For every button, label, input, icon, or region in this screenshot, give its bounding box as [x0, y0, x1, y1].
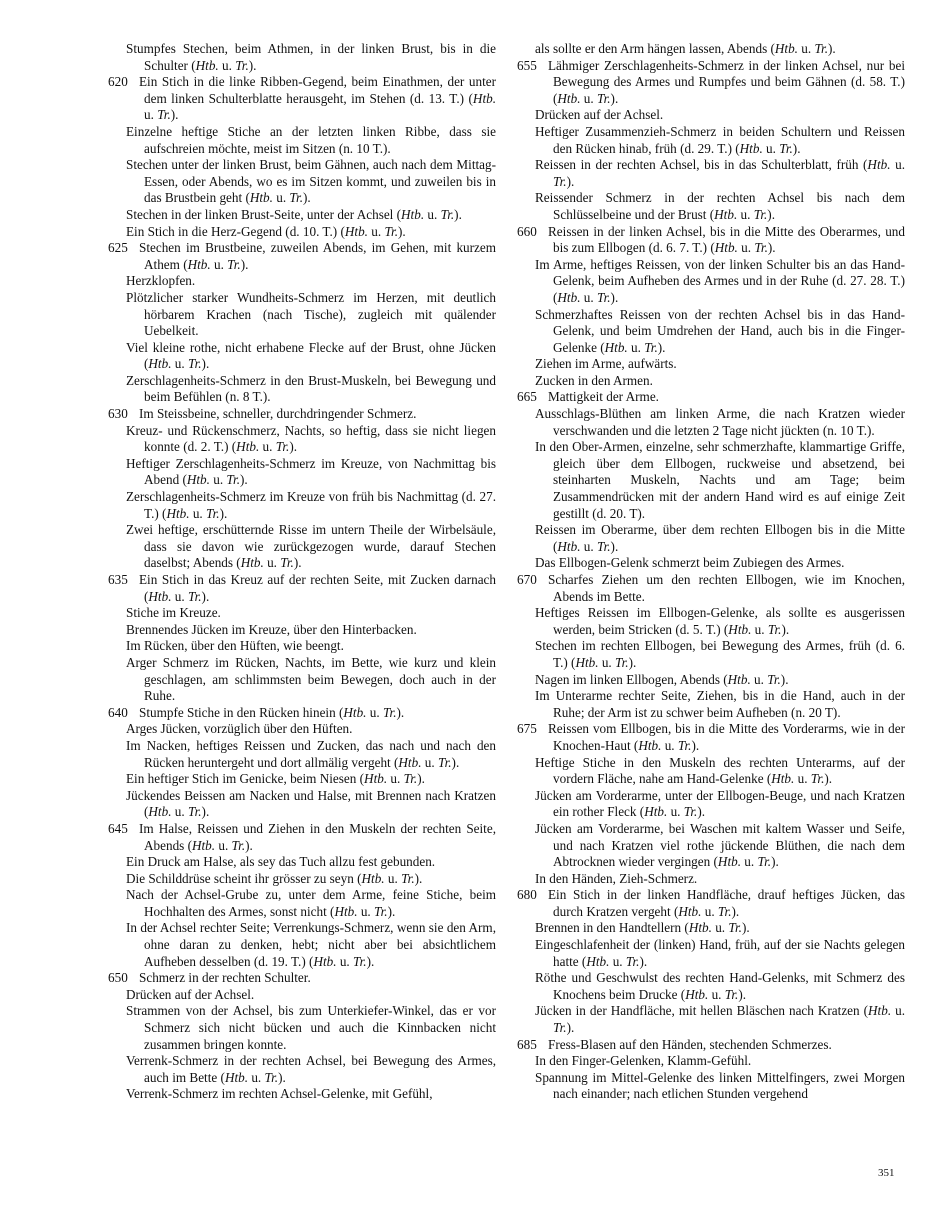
entry-text: Ziehen im Arme, aufwärts. [535, 356, 677, 372]
entry-text: Stumpfes Stechen, beim Athmen, in der linken Brust, bis in die Schulter (Htb. u. Tr.). [126, 41, 496, 73]
symptom-entry [517, 672, 905, 689]
symptom-entry [108, 273, 496, 290]
entry-text: Reissender Schmerz in der rechten Achsel bis nach dem Schlüsselbeine und der Brust (Htb. u. Tr.). [535, 190, 905, 222]
entry-text: Fress-Blasen auf den Händen, stechenden Schmerzes. [548, 1036, 832, 1052]
symptom-entry [517, 1053, 905, 1070]
symptom-entry [517, 58, 905, 108]
symptom-entry [108, 622, 496, 639]
symptom-entry [517, 41, 905, 58]
entry-text: Mattigkeit der Arme. [548, 389, 659, 405]
symptom-entry [517, 190, 905, 223]
symptom-entry [108, 290, 496, 340]
entry-number: 675 [517, 721, 537, 737]
symptom-entry [517, 1003, 905, 1036]
entry-text: Zerschlagenheits-Schmerz in den Brust-Muskeln, bei Bewegung und beim Befühlen (n. 8 T.). [126, 372, 496, 405]
symptom-entry [517, 555, 905, 572]
symptom-entry [517, 157, 905, 190]
entry-number: 640 [108, 704, 128, 720]
entry-text: Einzelne heftige Stiche an der letzten linken Ribbe, dass sie aufschreien möchte, meist im Sitzen (n. 10 T.). [126, 123, 496, 156]
entry-text: Reissen vom Ellbogen, bis in die Mitte des Vorderarms, wie in der Knochen-Haut (Htb. u. Tr.). [548, 721, 905, 753]
symptom-entry [108, 638, 496, 655]
left-column [108, 41, 496, 1103]
entry-text: Schmerz in der rechten Schulter. [139, 970, 311, 986]
symptom-entry [517, 605, 905, 638]
entry-text: Stechen im Brustbeine, zuweilen Abends, im Gehen, mit kurzem Athem (Htb. u. Tr.). [139, 240, 496, 272]
symptom-entry [108, 340, 496, 373]
page-number: 351 [878, 1167, 895, 1179]
symptom-entry [108, 423, 496, 456]
entry-text: Viel kleine rothe, nicht erhabene Flecke auf der Brust, ohne Jücken (Htb. u. Tr.). [126, 339, 496, 372]
entry-text: Stumpfe Stiche in den Rücken hinein (Htb. u. Tr.). [139, 704, 405, 720]
entry-text: Herzklopfen. [126, 273, 196, 289]
entry-text: Jücken am Vorderarme, bei Waschen mit kaltem Wasser und Seife, und nach Kratzen viel rothe jückende Blüthen, die nach dem Abtrocknen wieder vergingen (Htb. u. Tr.). [535, 820, 905, 870]
symptom-entry [517, 887, 905, 920]
symptom-entry [517, 755, 905, 788]
symptom-entry [517, 821, 905, 871]
symptom-entry [108, 373, 496, 406]
entry-text: Heftiger Zusammenzieh-Schmerz in beiden Schultern und Reissen den Rücken hinab, früh (d. 29. T.) (Htb. u. Tr.). [535, 123, 905, 156]
entry-text: Plötzlicher starker Wundheits-Schmerz im Herzen, mit deutlich hörbarem Krachen (nach Tische), zugleich mit quälender Uebelkeit. [126, 289, 496, 339]
symptom-entry [517, 439, 905, 522]
symptom-entry [517, 522, 905, 555]
entry-text: Nach der Achsel-Grube zu, unter dem Arme, feine Stiche, beim Hochhalten des Armes, sonst nicht (Htb. u. Tr.). [126, 887, 496, 919]
entry-text: Arges Jücken, vorzüglich über den Hüften. [126, 721, 353, 737]
entry-number: 670 [517, 572, 537, 587]
entry-text: Zucken in den Armen. [535, 372, 653, 388]
entry-text: Jücken am Vorderarme, unter der Ellbogen-Beuge, und nach Kratzen ein rother Fleck (Htb. u. Tr.). [535, 787, 905, 820]
entry-text: Reissen im Oberarme, über dem rechten Ellbogen bis in die Mitte (Htb. u. Tr.). [535, 522, 905, 554]
symptom-entry [517, 389, 905, 406]
entry-text: Im Arme, heftiges Reissen, von der linken Schulter bis an das Hand-Gelenk, beim Aufheben des Armes und in der Ruhe (d. 27. 28. T.) (Htb. u. Tr.). [535, 256, 905, 305]
symptom-entry [517, 572, 905, 605]
symptom-entry [517, 1037, 905, 1054]
symptom-entry [108, 240, 496, 273]
entry-number: 685 [517, 1036, 537, 1052]
symptom-entry [108, 1003, 496, 1053]
right-column [517, 41, 905, 1103]
entry-text: Lähmiger Zerschlagenheits-Schmerz in der linken Achsel, nur bei Bewegung des Armes und Rumpfes und beim Gähnen (d. 58. T.) (Htb. u. Tr.). [548, 57, 905, 106]
symptom-entry [108, 605, 496, 622]
symptom-entry [108, 124, 496, 157]
symptom-entry [108, 821, 496, 854]
entry-text: Arger Schmerz im Rücken, Nachts, im Bette, wie kurz und klein geschlagen, am schlimmsten beim Bewegen, doch auch in der Ruhe. [126, 654, 496, 704]
entry-text: Im Halse, Reissen und Ziehen in den Muskeln der rechten Seite, Abends (Htb. u. Tr.). [139, 820, 496, 853]
symptom-entry [517, 1070, 905, 1103]
entry-number: 630 [108, 406, 128, 422]
entry-text: Ein heftiger Stich im Genicke, beim Niesen (Htb. u. Tr.). [126, 771, 425, 787]
entry-number: 650 [108, 970, 128, 986]
entry-number: 645 [108, 820, 128, 836]
entry-number: 665 [517, 389, 537, 405]
entry-text: Ein Stich in die linke Ribben-Gegend, beim Einathmen, der unter dem linken Schulterblatte herausgeht, im Stehen (d. 13. T.) (Htb. u. Tr.). [139, 74, 496, 123]
entry-text: Im Unterarme rechter Seite, Ziehen, bis in die Hand, auch in der Ruhe; der Arm ist zu schwer beim Aufheben (n. 20 T). [535, 688, 905, 720]
symptom-entry [517, 307, 905, 357]
entry-text: Heftiges Reissen im Ellbogen-Gelenke, als sollte es ausgerissen werden, beim Stricken (d. 5. T.) (Htb. u. Tr.). [535, 605, 905, 637]
entry-text: Heftige Stiche in den Muskeln des rechten Unterarms, auf der vordern Fläche, nahe am Hand-Gelenke (Htb. u. Tr.). [535, 754, 905, 787]
entry-text: Drücken auf der Achsel. [535, 107, 664, 123]
entry-number: 635 [108, 572, 128, 587]
entry-text: Ein Stich in das Kreuz auf der rechten Seite, mit Zucken darnach (Htb. u. Tr.). [139, 572, 496, 604]
symptom-entry [517, 406, 905, 439]
symptom-entry [517, 373, 905, 390]
entry-text: Im Rücken, über den Hüften, wie beengt. [126, 638, 344, 654]
symptom-entry [108, 970, 496, 987]
entry-text: Spannung im Mittel-Gelenke des linken Mittelfingers, zwei Morgen nach einander; nach etlichen Stunden vergehend [535, 1069, 905, 1102]
entry-text: In den Finger-Gelenken, Klamm-Gefühl. [535, 1053, 752, 1069]
symptom-entry [517, 920, 905, 937]
entry-number: 655 [517, 57, 537, 73]
symptom-entry [108, 854, 496, 871]
symptom-entry [108, 157, 496, 207]
entry-text: Das Ellbogen-Gelenk schmerzt beim Zubiegen des Armes. [535, 555, 845, 571]
entry-text: Die Schilddrüse scheint ihr grösser zu seyn (Htb. u. Tr.). [126, 870, 423, 886]
entry-text: Stiche im Kreuze. [126, 605, 221, 621]
entry-text: In der Achsel rechter Seite; Verrenkungs-Schmerz, wenn sie den Arm, ohne daran zu denken, hebt; nicht aber bei absichtlichem Aufheben desselben (d. 19. T.) (Htb. u. Tr.). [126, 920, 496, 969]
entry-number: 620 [108, 74, 128, 90]
symptom-entry [108, 74, 496, 124]
symptom-entry [108, 224, 496, 241]
entry-text: Ein Stich in der linken Handfläche, drauf heftiges Jücken, das durch Kratzen vergeht (Htb. u. Tr.). [548, 887, 905, 919]
entry-text: Ausschlags-Blüthen am linken Arme, die nach Kratzen wieder verschwanden und die letzten 2 Tage nicht jückten (n. 10 T.). [535, 406, 905, 438]
entry-text: Reissen in der linken Achsel, bis in die Mitte des Oberarmes, und bis zum Ellbogen (d. 6. 7. T.) (Htb. u. Tr.). [548, 223, 905, 256]
entry-text: Eingeschlafenheit der (linken) Hand, früh, auf der sie Nachts gelegen hatte (Htb. u. Tr.). [535, 937, 905, 969]
symptom-entry [517, 721, 905, 754]
entry-text: Brennendes Jücken im Kreuze, über den Hinterbacken. [126, 621, 417, 637]
symptom-entry [517, 124, 905, 157]
entry-text: Verrenk-Schmerz in der rechten Achsel, bei Bewegung des Armes, auch im Bette (Htb. u. Tr.). [126, 1053, 496, 1085]
entry-text: Kreuz- und Rückenschmerz, Nachts, so heftig, dass sie nicht liegen konnte (d. 2. T.) (Htb. u. Tr.). [126, 422, 496, 455]
entry-text: In den Ober-Armen, einzelne, sehr schmerzhafte, klammartige Griffe, gleich über dem Ellbogen, ruckweise und absetzend, bei steinharten Muskeln, Nachts und am Tage; beim Zusammendrücken mit der andern Hand wird es auf einige Zeit gestillt (d. 20. T). [535, 439, 905, 521]
symptom-entry [108, 738, 496, 771]
entry-text: Strammen von der Achsel, bis zum Unterkiefer-Winkel, das er vor Schmerz sich nicht bücken und auch die Kinnbacken nicht zusammen bringen konnte. [126, 1003, 496, 1052]
symptom-entry [108, 655, 496, 705]
symptom-entry [517, 638, 905, 671]
entry-text: Stechen in der linken Brust-Seite, unter der Achsel (Htb. u. Tr.). [126, 206, 462, 222]
symptom-entry [108, 406, 496, 423]
symptom-entry [108, 41, 496, 74]
entry-text: Ein Druck am Halse, als sey das Tuch allzu fest gebunden. [126, 854, 436, 870]
symptom-entry [108, 456, 496, 489]
entry-text: Brennen in den Handtellern (Htb. u. Tr.). [535, 920, 750, 936]
symptom-entry [517, 257, 905, 307]
entry-text: als sollte er den Arm hängen lassen, Abends (Htb. u. Tr.). [535, 41, 836, 56]
entry-text: Schmerzhaftes Reissen von der rechten Achsel bis in das Hand-Gelenk, und beim Umdrehen der Hand, auch bis in die Finger-Gelenke (Htb. u. Tr.). [535, 306, 905, 355]
entry-number: 625 [108, 240, 128, 256]
entry-text: Stechen unter der linken Brust, beim Gähnen, auch nach dem Mittag-Essen, oder Abends, wo es im Sitzen kommt, und zuweilen bis in das Brustbein geht (Htb. u. Tr.). [126, 157, 496, 206]
symptom-entry [517, 970, 905, 1003]
entry-text: Stechen im rechten Ellbogen, bei Bewegung des Armes, früh (d. 6. T.) (Htb. u. Tr.). [535, 638, 905, 670]
entry-text: Jückendes Beissen am Nacken und Halse, mit Brennen nach Kratzen (Htb. u. Tr.). [126, 787, 496, 820]
symptom-entry [517, 937, 905, 970]
entry-text: Ein Stich in die Herz-Gegend (d. 10. T.) (Htb. u. Tr.). [126, 223, 406, 239]
symptom-entry [517, 107, 905, 124]
symptom-entry [108, 987, 496, 1004]
entry-text: Zerschlagenheits-Schmerz im Kreuze von früh bis Nachmittag (d. 27. T.) (Htb. u. Tr.). [126, 489, 496, 521]
entry-text: Verrenk-Schmerz im rechten Achsel-Gelenke, mit Gefühl, [126, 1086, 433, 1102]
symptom-entry [108, 207, 496, 224]
entry-text: Drücken auf der Achsel. [126, 986, 255, 1002]
entry-text: Heftiger Zerschlagenheits-Schmerz im Kreuze, von Nachmittag bis Abend (Htb. u. Tr.). [126, 455, 496, 488]
entry-text: Scharfes Ziehen um den rechten Ellbogen, wie im Knochen, Abends im Bette. [548, 572, 905, 604]
symptom-entry [108, 887, 496, 920]
entry-number: 660 [517, 223, 537, 239]
symptom-entry [108, 489, 496, 522]
symptom-entry [108, 705, 496, 722]
symptom-entry [108, 771, 496, 788]
entry-number: 680 [517, 887, 537, 903]
symptom-entry [108, 788, 496, 821]
symptom-entry [108, 721, 496, 738]
symptom-entry [108, 871, 496, 888]
entry-text: In den Händen, Zieh-Schmerz. [535, 870, 698, 886]
entry-text: Im Steissbeine, schneller, durchdringender Schmerz. [139, 406, 417, 422]
entry-text: Zwei heftige, erschütternde Risse im untern Theile der Wirbelsäule, dass sie davon wie zurückgezogen wurde, darauf Stechen daselbst; Abends (Htb. u. Tr.). [126, 522, 496, 571]
entry-text: Jücken in der Handfläche, mit hellen Bläschen nach Kratzen (Htb. u. Tr.). [535, 1003, 906, 1036]
symptom-entry [517, 356, 905, 373]
entry-text: Röthe und Geschwulst des rechten Hand-Gelenks, mit Schmerz des Knochens beim Drucke (Htb. u. Tr.). [535, 970, 905, 1002]
entry-text: Im Nacken, heftiges Reissen und Zucken, das nach und nach den Rücken heruntergeht und dort allmälig vergeht (Htb. u. Tr.). [126, 737, 496, 770]
symptom-entry [517, 224, 905, 257]
symptom-entry [108, 572, 496, 605]
symptom-entry [517, 788, 905, 821]
symptom-entry [108, 1053, 496, 1086]
symptom-entry [517, 688, 905, 721]
entry-text: Reissen in der rechten Achsel, bis in das Schulterblatt, früh (Htb. u. Tr.). [535, 157, 905, 189]
symptom-entry [108, 920, 496, 970]
symptom-entry [517, 871, 905, 888]
entry-text: Nagen im linken Ellbogen, Abends (Htb. u. Tr.). [535, 671, 789, 687]
symptom-entry [108, 522, 496, 572]
symptom-entry [108, 1086, 496, 1103]
